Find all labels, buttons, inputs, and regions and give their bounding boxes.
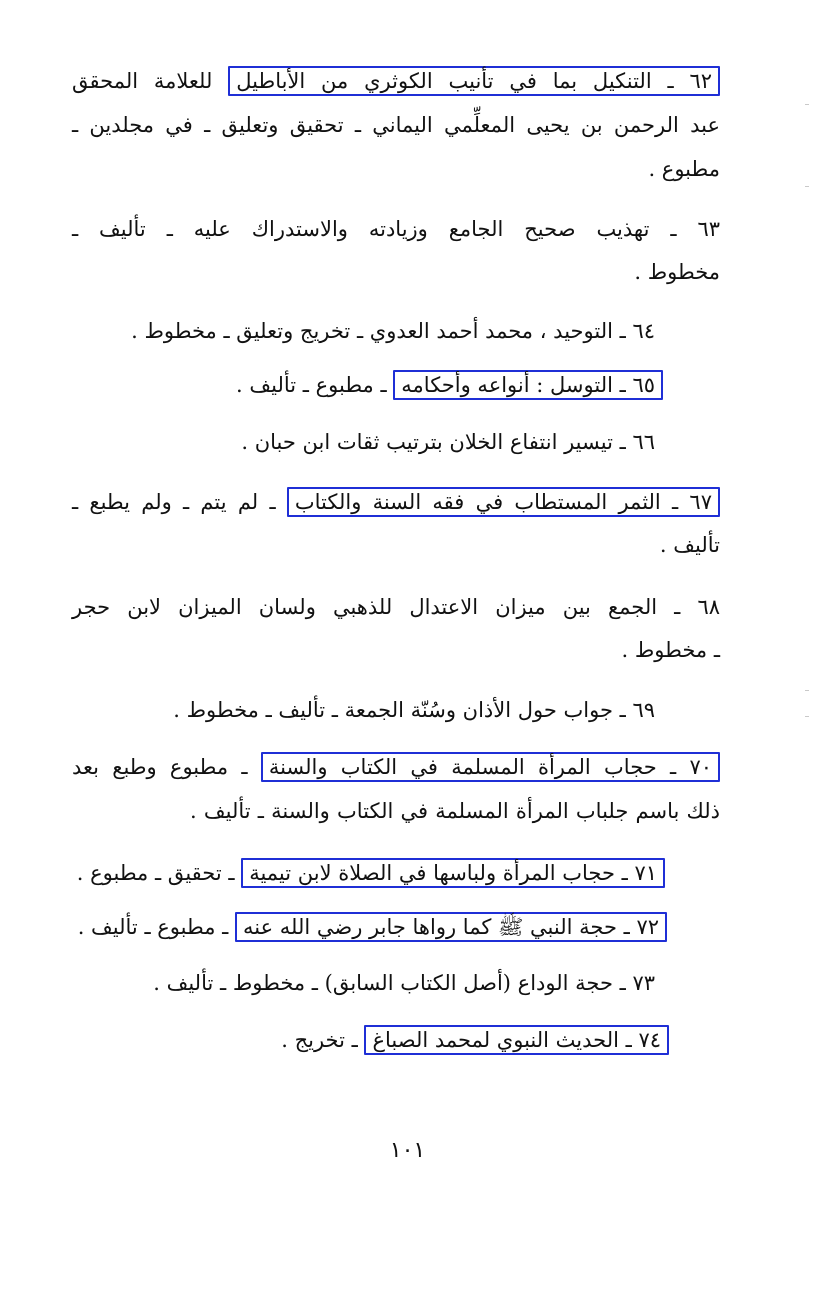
entry-67-line-1 [72, 485, 720, 519]
entry-text: ـ تحقيق ـ مطبوع . [76, 861, 242, 885]
entry-69: ٦٩ ـ جواب حول الأذان وسُنّة الجمعة ـ تأليف ـ مخطوط . [173, 698, 655, 722]
entry-text: ـ مطبوع وطبع بعد [72, 755, 261, 779]
highlighted-title: ٧٢ ـ حجة النبي ﷺ كما رواها جابر رضي الله عنه [235, 912, 667, 942]
entry-70-line-2: ذلك باسم جلباب المرأة المسلمة في الكتاب والسنة ـ تأليف . [190, 799, 720, 823]
entry-68-line-1: ٦٨ ـ الجمع بين ميزان الاعتدال للذهبي ولسان الميزان لابن حجر [72, 595, 720, 619]
entry-66: ٦٦ ـ تيسير انتفاع الخلان بترتيب ثقات ابن حبان . [241, 430, 655, 454]
entry-text: ـ مطبوع ـ تأليف . [77, 915, 235, 939]
entry-text: ـ تخريج . [281, 1028, 365, 1052]
entry-73: ٧٣ ـ حجة الوداع (أصل الكتاب السابق) ـ مخطوط ـ تأليف . [153, 971, 655, 995]
margin-mark [805, 104, 809, 105]
entry-74 [281, 1023, 669, 1057]
entry-text: ـ مطبوع ـ تأليف . [236, 373, 394, 397]
entry-67-line-2: تأليف . [659, 533, 720, 557]
entry-71 [77, 856, 665, 890]
entry-68-line-2: ـ مخطوط . [621, 638, 720, 662]
entry-70-line-1 [72, 750, 720, 784]
entry-62-line-1 [72, 64, 720, 98]
entry-64: ٦٤ ـ التوحيد ، محمد أحمد العدوي ـ تخريج وتعليق ـ مخطوط . [131, 319, 655, 343]
highlighted-title: ٧٤ ـ الحديث النبوي لمحمد الصباغ [364, 1025, 669, 1055]
highlighted-title: ٧٠ ـ حجاب المرأة المسلمة في الكتاب والسنة [261, 752, 720, 782]
margin-mark [805, 690, 809, 691]
highlighted-title: ٦٥ ـ التوسل : أنواعه وأحكامه [393, 370, 663, 400]
highlighted-title: ٧١ ـ حجاب المرأة ولباسها في الصلاة لابن تيمية [241, 858, 665, 888]
highlighted-title: ٦٧ ـ الثمر المستطاب في فقه السنة والكتاب [287, 487, 720, 517]
entry-63-line-1: ٦٣ ـ تهذيب صحيح الجامع وزيادته والاستدراك عليه ـ تأليف ـ [72, 217, 720, 241]
entry-text: للعلامة المحقق [72, 69, 229, 93]
page-number: ١٠١ [389, 1138, 426, 1163]
entry-63-line-2: مخطوط . [634, 260, 720, 284]
highlighted-title: ٦٢ ـ التنكيل بما في تأنيب الكوثري من الأباطيل [228, 66, 720, 96]
margin-mark [805, 186, 809, 187]
entry-65 [236, 368, 663, 402]
entry-62-line-2: عبد الرحمن بن يحيى المعلِّمي اليماني ـ تحقيق وتعليق ـ في مجلدين ـ [72, 113, 720, 137]
entry-text: ـ لم يتم ـ ولم يطبع ـ [72, 490, 287, 514]
margin-mark [805, 716, 809, 717]
entry-62-line-3: مطبوع . [648, 157, 720, 181]
entry-72 [78, 910, 667, 944]
